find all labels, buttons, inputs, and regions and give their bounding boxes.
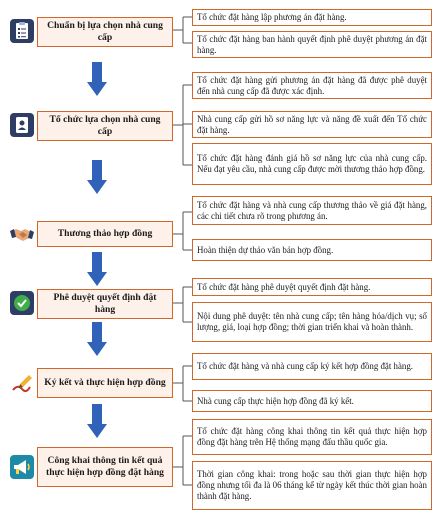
down-arrow-icon (87, 322, 107, 356)
step-publish-results (37, 447, 173, 487)
note-text: Tổ chức đặt hàng phê duyệt quyết định đặt hàng. (197, 281, 371, 292)
step-label: Công khai thông tin kết quả thực hiện hợp đồng đặt hàng (46, 455, 164, 478)
note-text: Tổ chức đặt hàng ban hành quyết định phê duyệt phương án đặt hàng. (197, 33, 427, 55)
note-text: Thời gian công khai: trong hoặc sau thời gian thực hiện hợp đồng nhưng tối đa là 06 tháng kể từ ngày kết thúc thời gian hoàn thành đặt hàng. (197, 469, 427, 501)
step-approve-order-decision (37, 289, 173, 319)
note-box (192, 143, 432, 185)
note-box (192, 302, 432, 342)
note-text: Nhà cung cấp gửi hồ sơ năng lực và năng đề xuất đến Tổ chức đặt hàng. (197, 113, 427, 135)
note-text: Nội dung phê duyệt: tên nhà cung cấp; tên hàng hóa/dịch vụ; số lượng, giá, loại hợp đồng; thời gian triển khai và hoàn thành. (197, 311, 427, 332)
note-box (192, 72, 432, 99)
note-box (192, 390, 432, 412)
down-arrow-icon (87, 62, 107, 96)
checklist-icon (10, 19, 34, 43)
note-box (192, 353, 432, 380)
check-circle-icon (10, 291, 34, 315)
note-box (192, 9, 432, 26)
id-badge-icon (10, 113, 34, 137)
pen-sign-icon (10, 370, 34, 394)
note-text: Tổ chức đặt hàng gửi phương án đặt hàng đã được phê duyệt đến nhà cung cấp đã được xác định. (197, 74, 427, 96)
step-label: Tổ chức lựa chọn nhà cung cấp (49, 114, 161, 137)
note-text: Tổ chức đặt hàng lập phương án đặt hàng. (197, 12, 347, 22)
handshake-icon (10, 222, 34, 246)
note-box (192, 239, 432, 261)
step-label: Chuẩn bị lựa chọn nhà cung cấp (47, 20, 163, 43)
note-box (192, 196, 432, 225)
down-arrow-icon (87, 160, 107, 194)
note-text: Tổ chức đặt hàng công khai thông tin kết quả thực hiện hợp đồng đặt hàng trên Hệ thống mạng đấu thầu quốc gia. (197, 426, 427, 447)
note-text: Hoàn thiện dự thảo văn bản hợp đồng. (197, 244, 334, 255)
step-label: Phê duyệt quyết định đặt hàng (53, 292, 157, 315)
note-text: Tổ chức đặt hàng và nhà cung cấp thương thảo về giá đặt hàng, các chi tiết chưa rõ trong phương án. (197, 199, 427, 221)
step-sign-and-perform-contract (37, 368, 173, 398)
note-box (192, 461, 432, 510)
step-label: Thương thảo hợp đồng (57, 228, 153, 239)
step-prepare-supplier-selection (37, 17, 173, 47)
step-organize-supplier-selection (37, 111, 173, 141)
step-label: Ký kết và thực hiện hợp đồng (44, 377, 166, 388)
note-text: Tổ chức đặt hàng và nhà cung cấp ký kết hợp đồng đặt hàng. (197, 361, 414, 371)
note-box (192, 419, 432, 455)
step-contract-negotiation (37, 221, 173, 247)
note-text: Nhà cung cấp thực hiện hợp đồng đã ký kết. (197, 395, 354, 406)
megaphone-icon (10, 455, 34, 479)
note-box (192, 111, 432, 138)
down-arrow-icon (87, 404, 107, 438)
note-box (192, 278, 432, 296)
down-arrow-icon (87, 252, 107, 286)
note-box (192, 31, 432, 58)
note-text: Tổ chức đặt hàng đánh giá hồ sơ năng lực của nhà cung cấp. Nếu đạt yêu cầu, nhà cung cấp được mời thương thảo hợp đồng. (197, 153, 427, 174)
